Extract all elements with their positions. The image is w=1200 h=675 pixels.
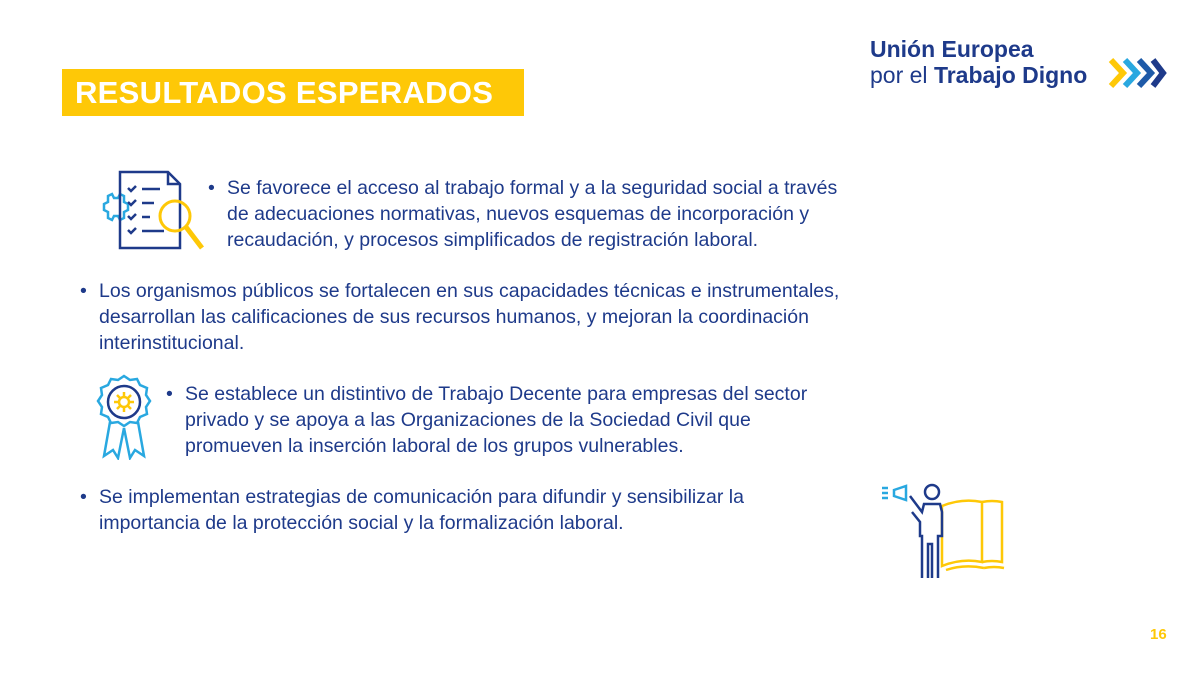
page-title: RESULTADOS ESPERADOS xyxy=(75,74,494,110)
bullet-3 xyxy=(166,381,926,459)
speaker-book-icon xyxy=(880,482,1012,578)
eu-logo xyxy=(870,36,1170,96)
bullet-4-line-1: Se implementan estrategias de comunicación para difundir y sensibilizar la xyxy=(99,486,744,508)
bullet-2-line-2: desarrollan las calificaciones de sus recursos humanos, y mejoran la coordinación xyxy=(99,306,809,328)
logo-line-2 xyxy=(870,62,1087,89)
bullet-marker: • xyxy=(80,486,87,508)
bullet-1-line-2: de adecuaciones normativas, nuevos esquemas de incorporación y xyxy=(227,203,810,225)
bullet-2-line-1: Los organismos públicos se fortalecen en sus capacidades técnicas e instrumentales, xyxy=(99,280,840,302)
title-banner xyxy=(62,69,524,116)
page-number: 16 xyxy=(1150,626,1167,643)
chevrons-icon xyxy=(1107,56,1167,90)
bullet-3-line-2: privado y se apoya a las Organizaciones de la Sociedad Civil que xyxy=(185,409,751,431)
bullet-4 xyxy=(80,484,860,536)
bullet-1-line-3: recaudación, y procesos simplificados de registración laboral. xyxy=(227,229,759,251)
logo-line-2-bold: Trabajo Digno xyxy=(933,62,1088,88)
bullet-marker: • xyxy=(80,280,87,302)
logo-line-1: Unión Europea xyxy=(870,36,1034,62)
bullet-2-line-3: interinstitucional. xyxy=(99,332,245,354)
bullet-1 xyxy=(208,175,968,253)
bullet-3-line-3: promueven la inserción laboral de los grupos vulnerables. xyxy=(185,435,684,457)
bullet-1-line-1: Se favorece el acceso al trabajo formal y a la seguridad social a través xyxy=(227,177,838,199)
logo-line-2-prefix: por el xyxy=(870,62,934,88)
bullet-2 xyxy=(80,278,980,356)
bullet-4-line-2: importancia de la protección social y la formalización laboral. xyxy=(99,512,624,534)
bullet-3-line-1: Se establece un distintivo de Trabajo Decente para empresas del sector xyxy=(185,383,808,405)
bullet-marker: • xyxy=(166,383,173,405)
award-badge-icon xyxy=(92,372,156,460)
checklist-magnifier-icon xyxy=(90,166,210,258)
bullet-marker: • xyxy=(208,177,215,199)
